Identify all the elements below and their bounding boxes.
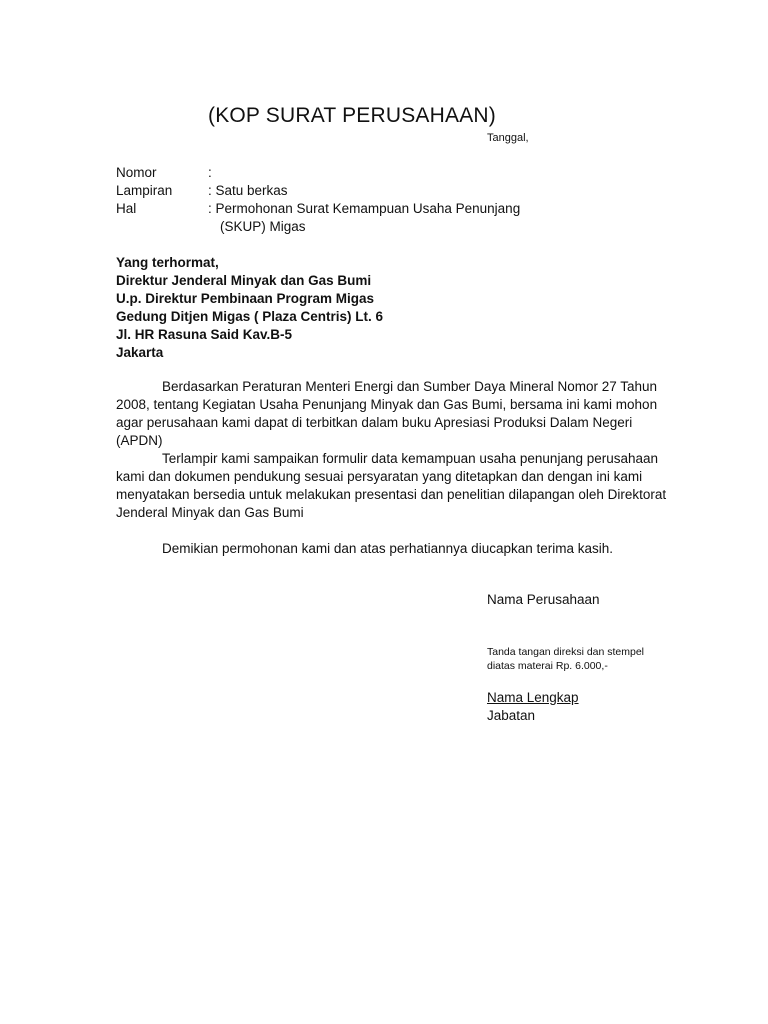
- body-paragraph-2: Terlampir kami sampaikan formulir data kemampuan usaha penunjang perusahaan kami dan dokumen pendukung sesuai persyaratan yang ditetapkan dan dengan ini kami menyatakan bersedia untuk melakukan presentasi dan penelitian dilapangan oleh Direktorat Jenderal Minyak dan Gas Bumi: [116, 451, 667, 520]
- meta-label-hal: Hal: [116, 201, 137, 216]
- signature-note-line-2: diatas materai Rp. 6.000,-: [487, 660, 608, 672]
- meta-row-lampiran: [116, 182, 520, 200]
- date-label: Tanggal,: [487, 132, 529, 144]
- letter-body: [116, 378, 676, 558]
- recipient-greeting: Yang terhormat,: [116, 255, 219, 270]
- signature-note: [487, 645, 644, 673]
- recipient-street: Jl. HR Rasuna Said Kav.B-5: [116, 327, 293, 342]
- meta-label-lampiran: Lampiran: [116, 183, 173, 198]
- meta-value-hal: : Permohonan Surat Kemampuan Usaha Penunjang: [208, 201, 521, 216]
- company-name: Nama Perusahaan: [487, 592, 600, 607]
- body-paragraph-3: Demikian permohonan kami dan atas perhatiannya diucapkan terima kasih.: [162, 541, 614, 556]
- signer-position: Jabatan: [487, 708, 536, 723]
- letterhead-placeholder: (KOP SURAT PERUSAHAAN): [208, 104, 496, 127]
- signer-full-name: Nama Lengkap: [487, 690, 579, 705]
- recipient-title: Direktur Jenderal Minyak dan Gas Bumi: [116, 273, 372, 288]
- meta-value-hal-continued: (SKUP) Migas: [220, 219, 306, 234]
- meta-label-nomor: Nomor: [116, 165, 157, 180]
- recipient-building: Gedung Ditjen Migas ( Plaza Centris) Lt. 6: [116, 309, 384, 324]
- meta-row-hal: [116, 200, 520, 218]
- meta-value-nomor: :: [208, 165, 212, 180]
- recipient-address: [116, 254, 383, 362]
- recipient-attention: U.p. Direktur Pembinaan Program Migas: [116, 291, 375, 306]
- meta-row-nomor: [116, 164, 520, 182]
- meta-value-lampiran: : Satu berkas: [208, 183, 288, 198]
- recipient-city: Jakarta: [116, 345, 164, 360]
- body-paragraph-1: Berdasarkan Peraturan Menteri Energi dan Sumber Daya Mineral Nomor 27 Tahun 2008, tentang Kegiatan Usaha Penunjang Minyak dan Gas Bumi, bersama ini kami mohon agar perusahaan kami dapat di terbitkan dalam buku Apresiasi Produksi Dalam Negeri (APDN): [116, 379, 658, 448]
- signature-note-line-1: Tanda tangan direksi dan stempel: [487, 646, 645, 658]
- letter-meta: [116, 164, 520, 236]
